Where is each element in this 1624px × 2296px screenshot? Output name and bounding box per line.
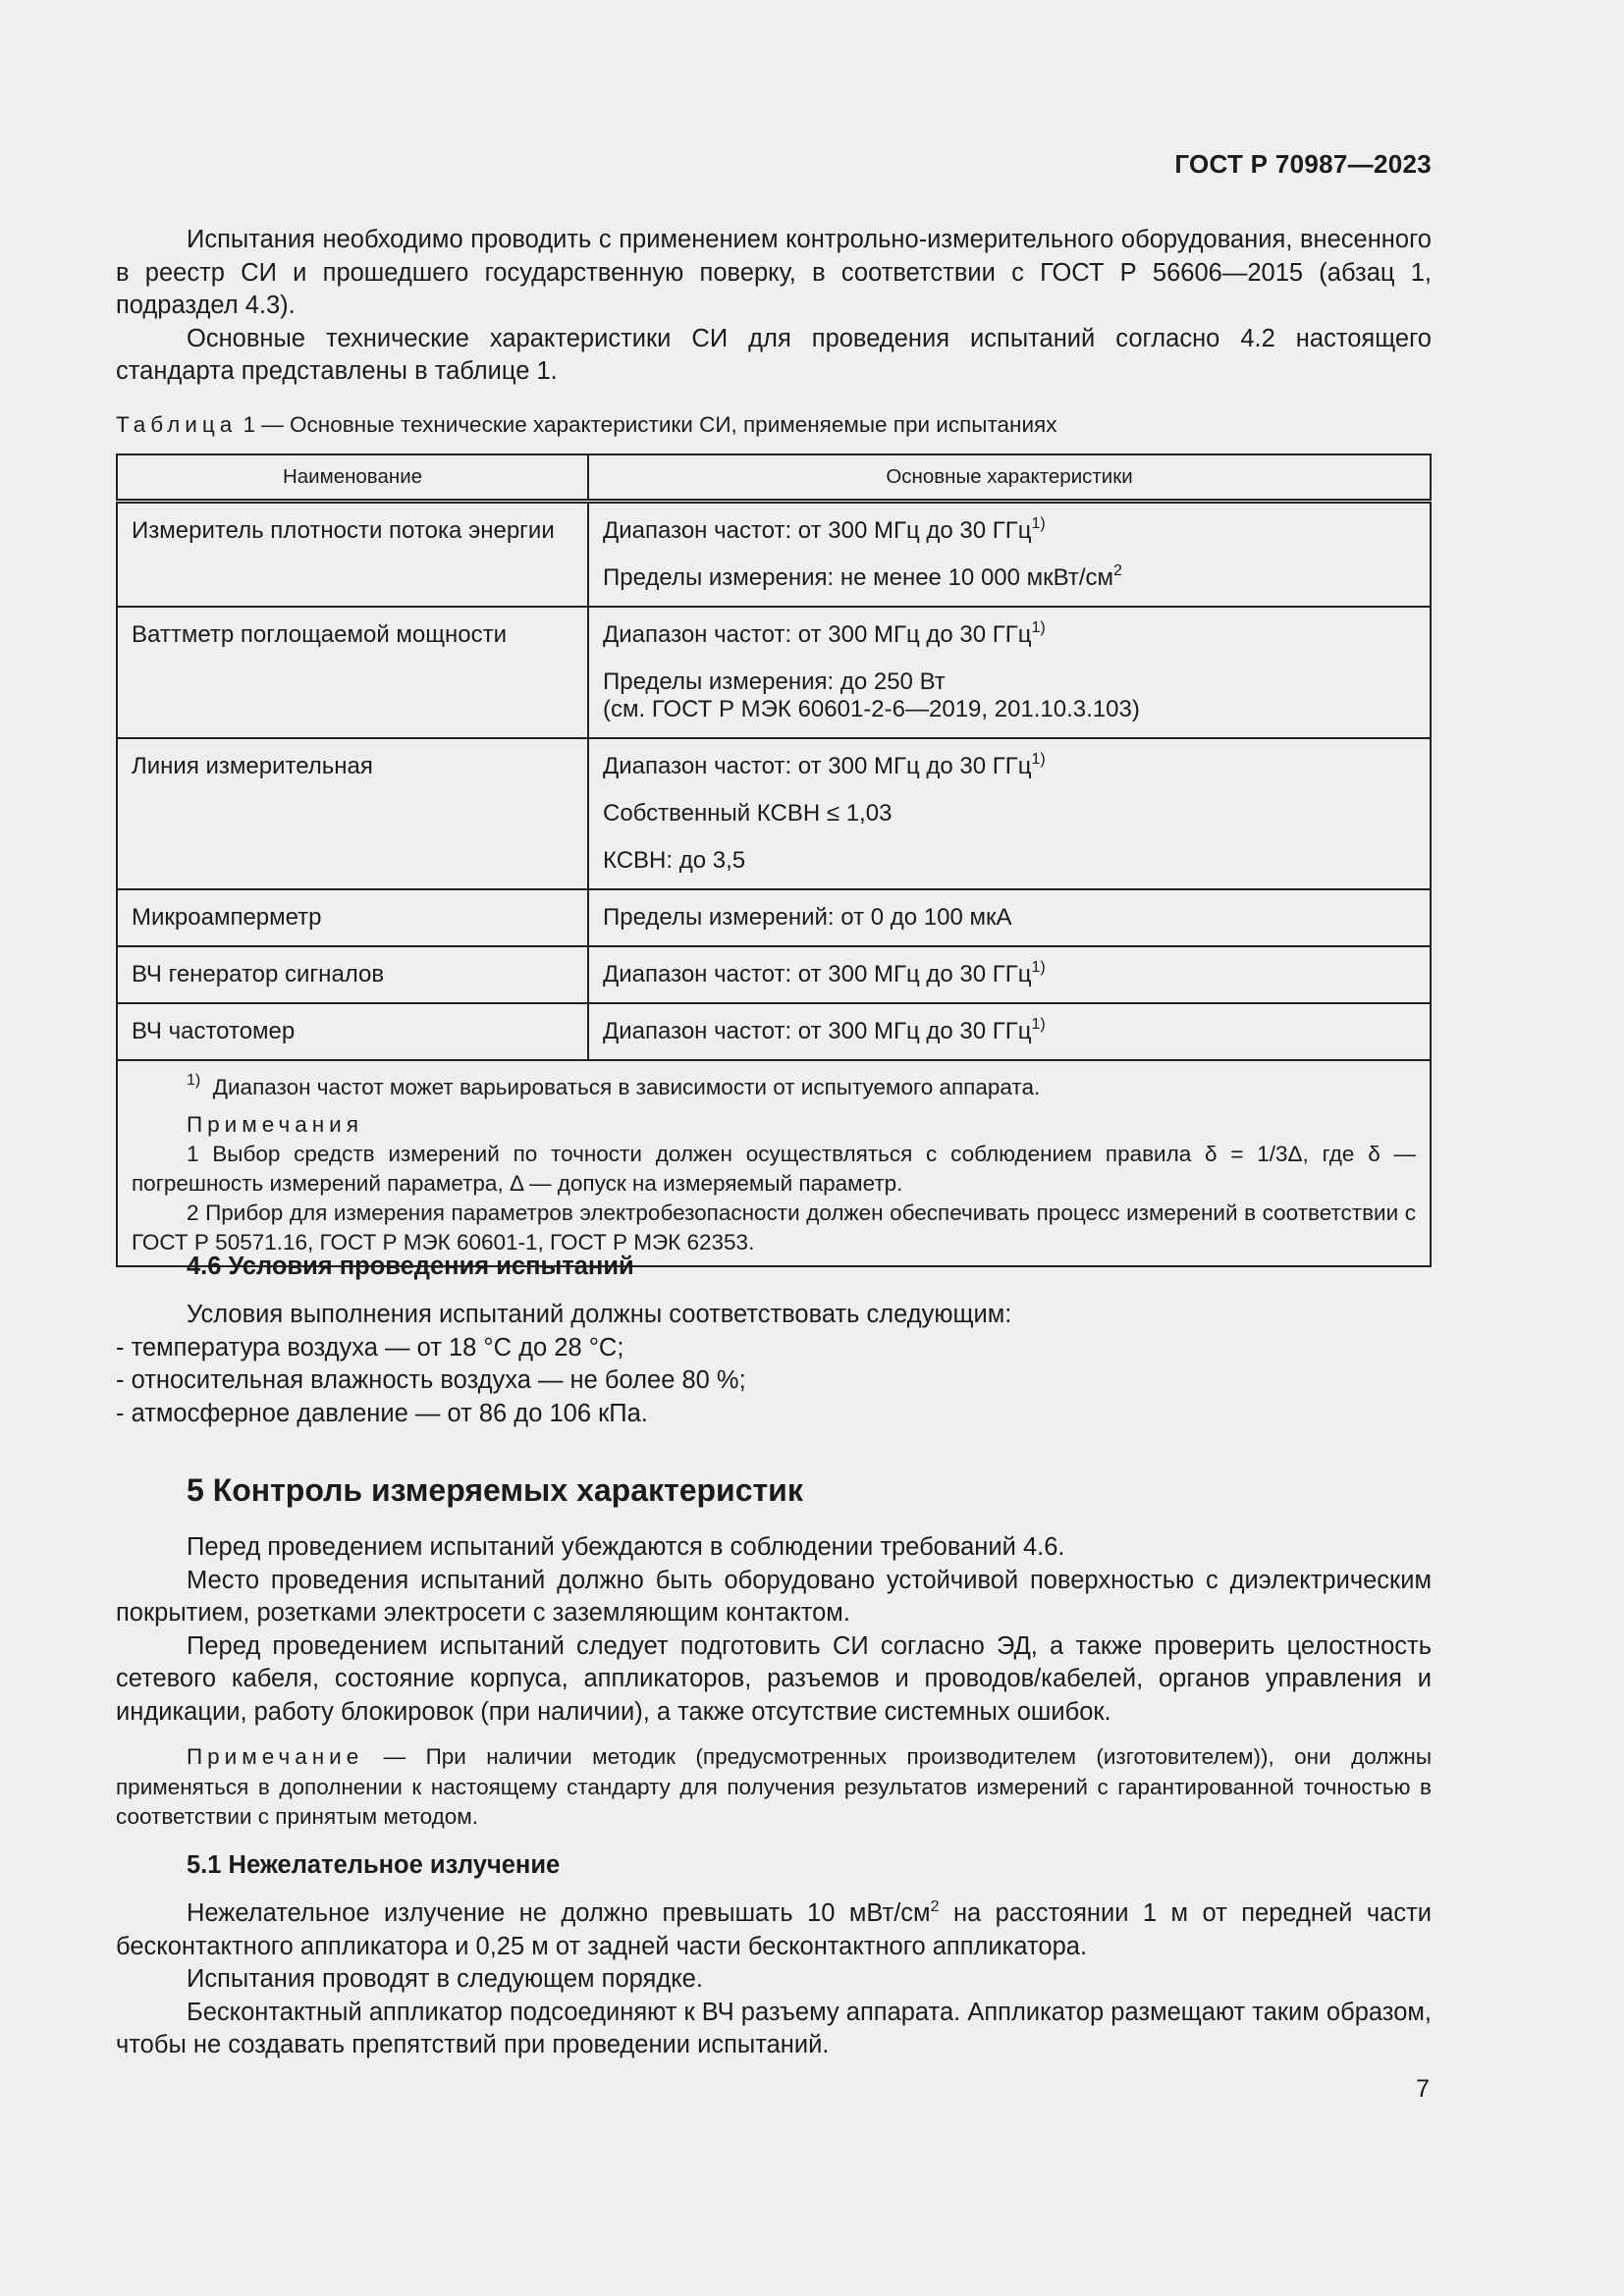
section-5-1-title: 5.1 Нежелательное излучение [187, 1851, 561, 1879]
table-row [117, 607, 1431, 738]
note-2: 2 Прибор для измерения параметров электробезопасности должен обеспечивать процесс измерений в соответствии с ГОСТ Р 50571.16, ГОСТ Р МЭК 60601-1, ГОСТ Р МЭК 62353. [132, 1201, 1416, 1255]
footnote-mark: 1) [187, 1072, 201, 1089]
table-row [117, 1003, 1431, 1060]
row-characteristics [588, 946, 1431, 1003]
characteristic-line: Собственный КСВН ≤ 1,03 [603, 800, 893, 827]
notes-title: Примечания [187, 1112, 363, 1137]
conditions-intro: Условия выполнения испытаний должны соответствовать следующим: [187, 1301, 1012, 1328]
row-name: Линия измерительная [117, 738, 588, 889]
section-5-paragraph: Перед проведением испытаний следует подготовить СИ согласно ЭД, а также проверить целостность сетевого кабеля, состояние корпуса, аппликаторов, разъемов и проводов/кабелей, органов управления и индикации, работу блокировок (при наличии), а также отсутствие системных ошибок. [116, 1631, 1432, 1726]
row-name: Ваттметр поглощаемой мощности [117, 607, 588, 738]
superscript: 2 [930, 1898, 940, 1915]
page-number: 7 [1416, 2075, 1430, 2103]
table-row [117, 946, 1431, 1003]
table-footnote: $^{1)}$ Диапазон частот может варьироваться в зависимости от испытуемого аппарата. [187, 1072, 1041, 1099]
row-characteristics [588, 502, 1431, 608]
section-5-note [116, 1742, 1432, 1833]
table-row [117, 502, 1431, 608]
column-header-characteristics: Основные характеристики [588, 454, 1431, 502]
characteristic-line: Диапазон частот: от 300 МГц до 30 ГГц$^{1)}$ [603, 959, 1046, 988]
section-5-paragraph: Место проведения испытаний должно быть оборудовано устойчивой поверхностью с диэлектрическим покрытием, розетками электросети с заземляющим контактом. [116, 1566, 1432, 1627]
column-header-name: Наименование [117, 454, 588, 502]
table-row [117, 738, 1431, 889]
table-header-row [117, 454, 1431, 502]
note-1: 1 Выбор средств измерений по точности должен осуществляться с соблюдением правила δ = 1/3Δ, где δ — погрешность измерений параметра, Δ — допуск на измеряемый параметр. [132, 1142, 1416, 1196]
row-characteristics [588, 1003, 1431, 1060]
row-name: Измеритель плотности потока энергии [117, 502, 588, 608]
section-5-1-paragraph: Нежелательное излучение не должно превышать 10 мВт/$см^2$ на расстоянии 1 м от передней части бесконтактного аппликатора и 0,25 м от задней части бесконтактного аппликатора. [116, 1898, 1432, 1960]
row-name: ВЧ генератор сигналов [117, 946, 588, 1003]
characteristic-line: Диапазон частот: от 300 МГц до 30 ГГц$^{1)}$ [603, 751, 1046, 779]
table-caption-text: 1 — Основные технические характеристики СИ, применяемые при испытаниях [243, 412, 1057, 437]
section-5-1-body [116, 1897, 1432, 2062]
condition-item: - относительная влажность воздуха — не более 80 %; [116, 1366, 746, 1394]
characteristic-line: КСВН: до 3,5 [603, 847, 746, 874]
table-caption [116, 412, 1056, 438]
intro-section [116, 224, 1432, 389]
standard-number: ГОСТ Р 70987—2023 [1174, 149, 1432, 179]
characteristic-line: Пределы измерения: не менее 10 000 мкВт/$см^2$ [603, 562, 1122, 591]
characteristic-line: Пределы измерений: от 0 до 100 мкА [603, 904, 1012, 931]
footnote-ref: 1) [1031, 959, 1046, 976]
table-notes [117, 1060, 1431, 1266]
condition-item: - атмосферное давление — от 86 до 106 кПа. [116, 1399, 648, 1427]
footnote-ref: 1) [1031, 751, 1046, 768]
equipment-table [116, 454, 1432, 1267]
condition-item: - температура воздуха — от 18 °С до 28 °С; [116, 1333, 624, 1362]
intro-paragraph-1: Испытания необходимо проводить с применением контрольно-измерительного оборудования, внесенного в реестр СИ и прошедшего государственную поверку, в соответствии с ГОСТ Р 56606—2015 (абзац 1, подраздел 4.3). [116, 226, 1432, 319]
section-4-6-title: 4.6 Условия проведения испытаний [187, 1253, 634, 1280]
characteristic-line: Диапазон частот: от 300 МГц до 30 ГГц$^{1)}$ [603, 1016, 1046, 1044]
row-characteristics [588, 738, 1431, 889]
note-text: — При наличии методик (предусмотренных производителем (изготовителем)), они должны применяться в дополнении к настоящему стандарту для получения результатов измерений с гарантированной точностью в соответствии с принятым методом. [116, 1744, 1432, 1829]
section-4-6-body [116, 1299, 1432, 1430]
row-characteristics [588, 889, 1431, 946]
table-row [117, 889, 1431, 946]
intro-paragraph-2: Основные технические характеристики СИ для проведения испытаний согласно 4.2 настоящего стандарта представлены в таблице 1. [116, 324, 1432, 385]
section-5-body [116, 1531, 1432, 1729]
superscript: 2 [1113, 562, 1122, 579]
section-5-title: 5 Контроль измеряемых характеристик [187, 1472, 803, 1508]
footnote-ref: 1) [1031, 1016, 1046, 1033]
table-notes-row [117, 1060, 1431, 1266]
section-5-paragraph: Перед проведением испытаний убеждаются в соблюдении требований 4.6. [187, 1533, 1065, 1561]
footnote-ref: 1) [1031, 515, 1046, 532]
table-caption-label: Таблица [116, 412, 238, 437]
note-label: Примечание [187, 1744, 364, 1769]
row-name: Микроамперметр [117, 889, 588, 946]
row-name: ВЧ частотомер [117, 1003, 588, 1060]
characteristic-line: Диапазон частот: от 300 МГц до 30 ГГц$^{1)}$ [603, 619, 1046, 648]
characteristic-line: Пределы измерения: до 250 Вт (см. ГОСТ Р МЭК 60601-2-6—2019, 201.10.3.103) [603, 668, 1140, 722]
row-characteristics [588, 607, 1431, 738]
section-5-1-paragraph: Бесконтактный аппликатор подсоединяют к ВЧ разъему аппарата. Аппликатор размещают таким образом, чтобы не создавать препятствий при проведении испытаний. [116, 1998, 1432, 2058]
section-5-1-paragraph: Испытания проводят в следующем порядке. [187, 1965, 703, 1993]
footnote-ref: 1) [1031, 619, 1046, 636]
characteristic-line: Диапазон частот: от 300 МГц до 30 ГГц$^{1)}$ [603, 515, 1046, 544]
